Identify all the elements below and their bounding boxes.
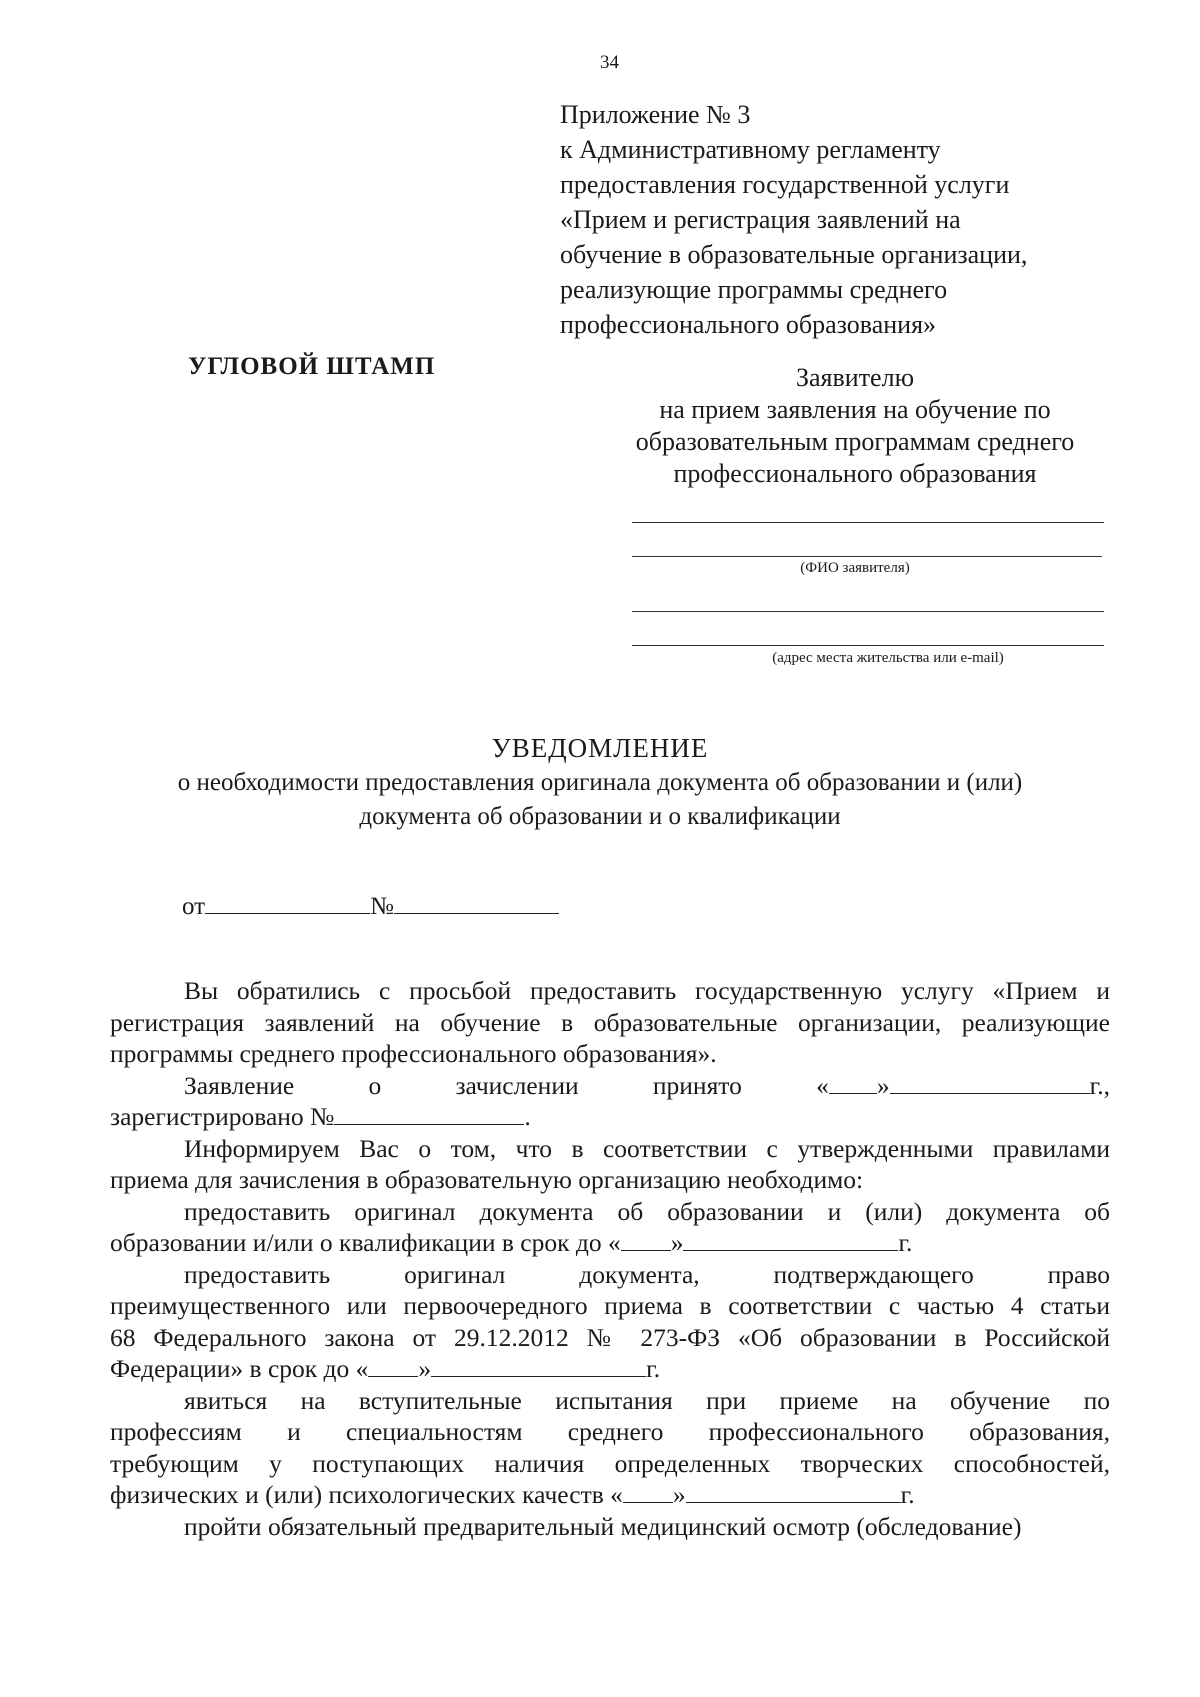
- body-line: профессиям и специальностям среднего профессионального образования,: [110, 1417, 1110, 1446]
- corner-stamp-label: УГЛОВОЙ ШТАМП: [188, 353, 436, 380]
- number-label: №: [370, 893, 394, 920]
- page-number: 34: [600, 52, 619, 73]
- month-year-blank: [890, 1073, 1090, 1094]
- address-caption: (адрес места жительства или e-mail): [772, 650, 1004, 666]
- body-line: требующим у поступающих наличия определенных творческих способностей,: [110, 1448, 1110, 1478]
- month-year-blank: [431, 1356, 646, 1377]
- body-word: принято: [652, 1070, 742, 1100]
- body-line: приема для зачисления в образовательную организацию необходимо:: [110, 1165, 864, 1194]
- body-line: преимущественного или первоочередного приема в соответствии с частью 4 статьи: [110, 1291, 1110, 1320]
- appendix-line: «Прием и регистрация заявлений на: [560, 205, 961, 234]
- body-word: оригинал: [404, 1259, 506, 1289]
- appendix-line: Приложение № 3: [560, 100, 751, 129]
- body-word: предоставить: [184, 1259, 331, 1289]
- body-line: пройти обязательный предварительный медицинский осмотр (обследование): [184, 1511, 1022, 1541]
- body-word: Заявление: [184, 1070, 295, 1100]
- body-line: регистрация заявлений на обучение в образовательные организации, реализующие: [110, 1007, 1110, 1037]
- body-word: зачислении: [455, 1070, 579, 1100]
- body-text: зарегистрировано №: [110, 1102, 335, 1131]
- quote-close: »: [672, 1480, 686, 1509]
- month-year-blank: [683, 1230, 898, 1251]
- body-line: [110, 1227, 1110, 1259]
- body-line: явиться на вступительные испытания при приеме на обучение по: [184, 1385, 1110, 1415]
- appendix-line: к Административному регламенту: [560, 135, 941, 164]
- body-line: [110, 1101, 1110, 1133]
- recipient-line: профессионального образования: [673, 459, 1037, 488]
- date-number-line: [182, 893, 559, 921]
- from-label: от: [182, 893, 206, 920]
- year-suffix: г.: [900, 1480, 915, 1509]
- quote-close: »: [876, 1070, 890, 1100]
- year-suffix: г.: [646, 1354, 661, 1383]
- appendix-line: реализующие программы среднего: [560, 275, 948, 304]
- body-text: Федерации» в срок до «: [110, 1354, 369, 1383]
- appendix-header: [560, 97, 1027, 342]
- subtitle-line: документа об образовании и о квалификации: [359, 803, 841, 830]
- notice-body: [110, 975, 1110, 1542]
- month-year-blank: [686, 1482, 901, 1503]
- day-blank: [368, 1356, 418, 1377]
- date-field: [816, 1070, 1110, 1102]
- year-suffix: г.: [898, 1228, 913, 1257]
- body-text: физических и (или) психологических качеств «: [110, 1480, 623, 1509]
- notice-title: УВЕДОМЛЕНИЕ: [491, 733, 709, 763]
- body-line: 68 Федерального закона от 29.12.2012 № 273-ФЗ «Об образовании в Российской: [110, 1322, 1110, 1352]
- body-text: образовании и/или о квалификации в срок до «: [110, 1228, 621, 1257]
- day-blank: [623, 1482, 673, 1503]
- body-line: программы среднего профессионального образования».: [110, 1039, 717, 1068]
- subtitle-line: о необходимости предоставления оригинала документа об образовании и (или): [177, 769, 1023, 796]
- day-blank: [621, 1230, 671, 1251]
- recipient-line: Заявителю: [795, 363, 914, 392]
- quote-close: »: [418, 1354, 432, 1383]
- appendix-line: профессионального образования»: [560, 310, 937, 339]
- body-line: [110, 1479, 1110, 1511]
- body-line: [110, 1353, 1110, 1385]
- body-line: [110, 1070, 1110, 1102]
- body-line: [110, 1259, 1110, 1291]
- body-word: подтверждающего: [773, 1259, 974, 1289]
- recipient-line: образовательным программам среднего: [635, 427, 1075, 456]
- fio-blank-line: [632, 522, 1104, 523]
- registration-number-blank: [334, 1104, 524, 1125]
- body-text: .: [524, 1102, 531, 1131]
- body-word: право: [1047, 1259, 1110, 1289]
- fio-blank-line: [632, 556, 1102, 557]
- body-line: Вы обратились с просьбой предоставить государственную услугу «Прием и: [184, 976, 1110, 1005]
- notice-subtitle: [0, 766, 1200, 834]
- year-suffix: г.,: [1089, 1070, 1110, 1100]
- recipient-line: на прием заявления на обучение по: [659, 395, 1051, 424]
- quote-close: »: [670, 1228, 684, 1257]
- body-line: предоставить оригинал документа об образовании и (или) документа об: [184, 1196, 1110, 1226]
- body-word: о: [368, 1070, 382, 1100]
- body-line: Информируем Вас о том, что в соответствии с утвержденными правилами: [184, 1133, 1110, 1163]
- body-word: документа,: [579, 1259, 700, 1289]
- appendix-line: предоставления государственной услуги: [560, 170, 1010, 199]
- day-blank: [829, 1073, 877, 1094]
- address-blank-line: [632, 611, 1104, 612]
- quote-open: «: [816, 1070, 829, 1100]
- recipient-block: [595, 362, 1115, 490]
- fio-caption: (ФИО заявителя): [800, 560, 910, 576]
- appendix-line: обучение в образовательные организации,: [560, 240, 1028, 269]
- number-blank: [394, 893, 559, 914]
- date-blank: [205, 893, 370, 914]
- address-blank-line: [632, 645, 1104, 646]
